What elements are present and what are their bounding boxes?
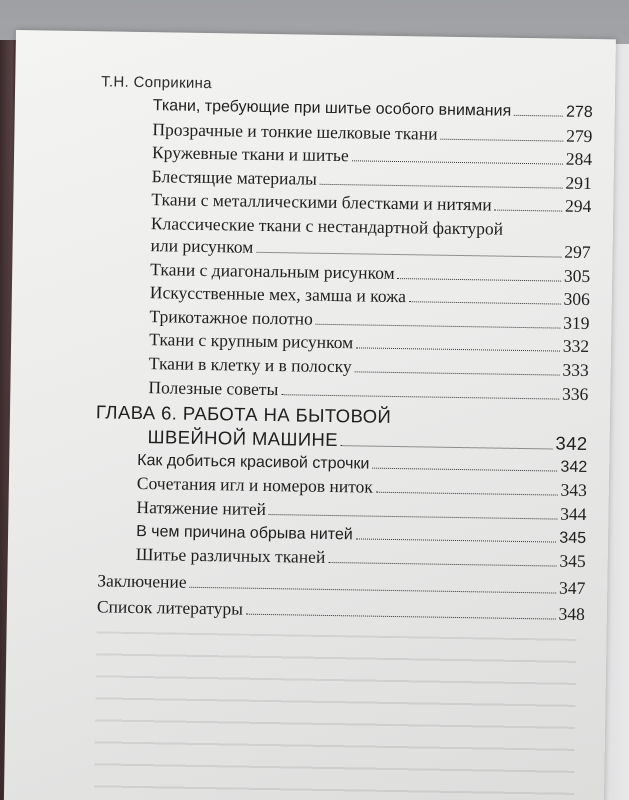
show-through-text bbox=[94, 631, 577, 800]
dot-leader bbox=[316, 322, 560, 328]
dot-leader bbox=[246, 613, 556, 620]
toc-entry-title: В чем причина обрыва нитей bbox=[136, 522, 353, 543]
toc-entry-page: 291 bbox=[565, 172, 592, 193]
toc-entry-page: 284 bbox=[565, 148, 593, 170]
dot-leader bbox=[495, 209, 562, 212]
dot-leader bbox=[409, 300, 561, 304]
toc-entry-title: Ткани, требующие при шитье особого внимания bbox=[152, 97, 512, 120]
toc-entry-title: Шитье различных тканей bbox=[135, 544, 326, 568]
toc-entry-page: 347 bbox=[558, 577, 586, 598]
dot-leader bbox=[355, 370, 560, 375]
dot-leader bbox=[256, 251, 561, 258]
toc-entry-page: 294 bbox=[564, 196, 592, 217]
dot-leader bbox=[376, 491, 558, 496]
toc-entry-title: Как добиться красивой строчки bbox=[137, 451, 370, 473]
chapter-title: ГЛАВА 6. РАБОТА НА БЫТОВОЙ bbox=[95, 401, 392, 428]
toc-entry-page: 279 bbox=[566, 125, 593, 146]
toc-entry-title: Ткани с металлическими блестками и нитями bbox=[151, 189, 492, 215]
toc-entry-title: Натяжение нитей bbox=[136, 496, 267, 519]
toc-entry-page: 345 bbox=[559, 529, 587, 547]
toc-entry-page: 344 bbox=[560, 503, 587, 524]
dot-leader bbox=[514, 114, 563, 117]
toc-entry-title: Полезные советы bbox=[148, 376, 279, 399]
toc-entry-page: 333 bbox=[562, 359, 589, 380]
dot-leader bbox=[269, 513, 557, 520]
dot-leader bbox=[320, 183, 563, 189]
toc-entry-page: 345 bbox=[559, 550, 586, 572]
toc-entry-title: Кружевные ткани и шитье bbox=[151, 142, 349, 166]
toc-entry-title: Искусственные мех, замша и кожа bbox=[149, 282, 407, 307]
dot-leader bbox=[440, 137, 563, 141]
toc-entry-title: Заключение bbox=[97, 570, 187, 592]
toc-entry-page: 306 bbox=[563, 288, 590, 310]
dot-leader bbox=[328, 561, 556, 567]
toc-entry-page: 278 bbox=[565, 103, 593, 122]
toc-entry-title: Ткани с диагональным рисунком bbox=[150, 258, 395, 283]
toc-entry-page: 342 bbox=[560, 458, 588, 476]
toc-entry-page: 336 bbox=[561, 383, 589, 404]
dot-leader bbox=[356, 347, 560, 352]
toc-entry-title: Классические ткани с нестандартной фактурой bbox=[150, 213, 504, 239]
toc-entry-title: Прозрачные и тонкие шелковые ткани bbox=[152, 118, 438, 144]
toc-entry-literature bbox=[93, 596, 585, 627]
toc-entry-title: Блестящие материалы bbox=[151, 165, 318, 189]
chapter-title-cont: ШВЕЙНОЙ МАШИНЕ bbox=[147, 426, 339, 451]
toc-entry-page: 319 bbox=[563, 312, 590, 333]
dot-leader bbox=[281, 393, 559, 399]
toc-entry-conclusion bbox=[93, 569, 585, 600]
toc-entry-page: 348 bbox=[558, 603, 586, 625]
dot-leader bbox=[341, 444, 553, 449]
toc-entry-title: Трикотажное полотно bbox=[149, 305, 314, 329]
dot-leader bbox=[190, 585, 556, 593]
dot-leader bbox=[372, 466, 557, 471]
toc-entry-title: Список литературы bbox=[96, 596, 244, 619]
dot-leader bbox=[352, 159, 563, 164]
chapter-page: 342 bbox=[555, 432, 588, 455]
toc-entry-page: 305 bbox=[563, 265, 591, 286]
toc-entry-title: Ткани в клетку и в полоску bbox=[148, 353, 352, 377]
dot-leader bbox=[398, 277, 561, 282]
toc-entry-page: 343 bbox=[560, 479, 587, 501]
book-page bbox=[4, 30, 616, 800]
toc-entry-page: 297 bbox=[564, 241, 591, 263]
table-of-contents bbox=[93, 93, 593, 627]
dot-leader bbox=[356, 537, 557, 542]
toc-entry-page: 332 bbox=[562, 335, 590, 357]
toc-entry-title: Ткани с крупным рисунком bbox=[148, 329, 354, 353]
toc-entry-title-cont: или рисунком bbox=[150, 235, 254, 257]
running-header: Т.Н. Соприкина bbox=[101, 73, 212, 93]
toc-entry-title: Сочетания игл и номеров ниток bbox=[136, 473, 374, 497]
